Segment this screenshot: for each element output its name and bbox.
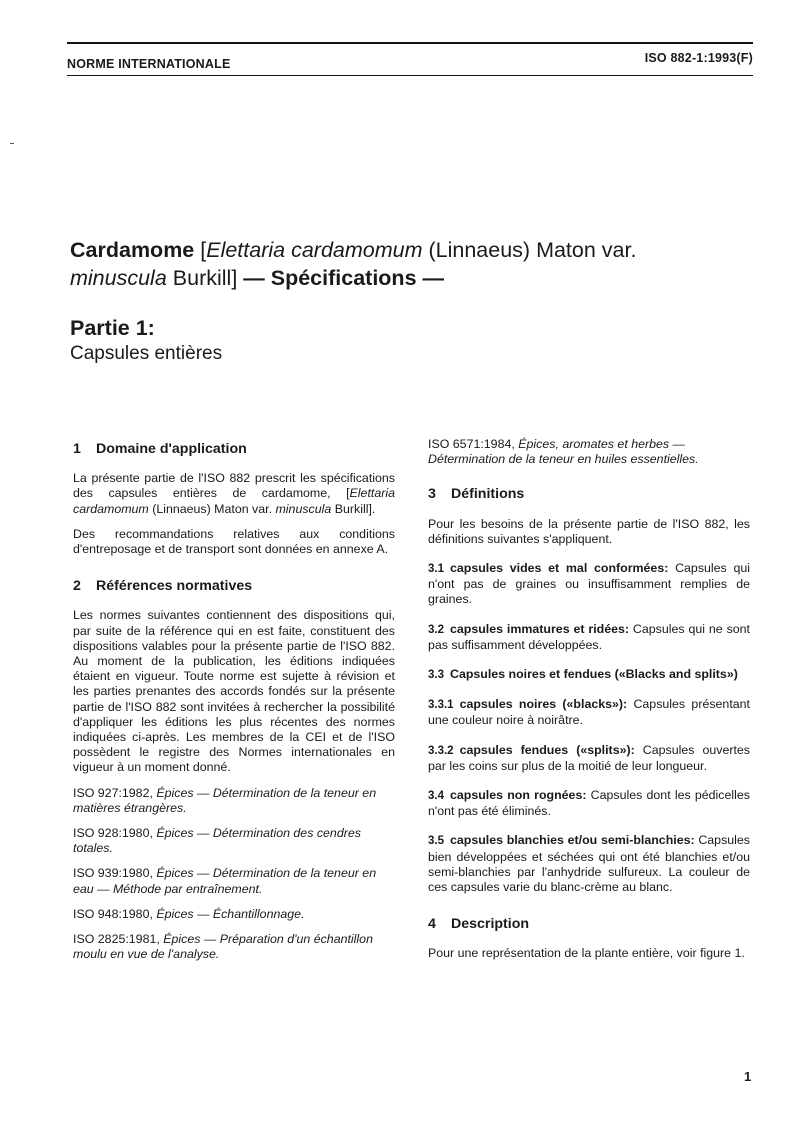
section-1-number: 1 (73, 441, 81, 457)
definition-item (428, 743, 750, 774)
section-3-title: Définitions (451, 486, 525, 503)
definition-text: Capsules présentant une couleur noire à noirâtre. (428, 697, 750, 728)
reference-item (73, 866, 395, 896)
definition-number: 3.3.2 (428, 744, 454, 757)
section-3-number: 3 (428, 486, 436, 503)
title-burkill: Burkill] (172, 266, 238, 290)
section-4-heading (428, 917, 750, 932)
ref-title: Épices — Détermination de la teneur en eau — Méthode par entraînement. (73, 866, 377, 896)
margin-mark (10, 143, 14, 144)
section-1-paragraph-1 (73, 471, 395, 517)
section-1-heading (73, 442, 395, 457)
title-species: Elettaria cardamomum (206, 238, 423, 262)
section-1-title: Domaine d'application (96, 441, 247, 457)
definition-item (428, 697, 750, 728)
definition-text: Capsules qui ne sont pas suffisamment développées. (428, 621, 750, 652)
section-2-paragraph: Les normes suivantes contiennent des dispositions qui, par suite de la référence qui en est faite, constituent des dispositions valables pour la présente partie de l'ISO 882. Au moment de la publication, les éditions indiquées étaient en vigueur. Toute norme est sujette à révision et les parties prenantes des accords fondés sur la présente partie de l'ISO 882 sont invitées à rechercher la possibilité d'appliquer les éditions les plus récentes des normes indiquées ci-après. Les membres de la CEI et de l'ISO possèdent le registre des Normes internationales en vigueur à un moment donné. (73, 608, 395, 775)
definition-number: 3.2 (428, 623, 444, 636)
section-2-heading (73, 579, 395, 594)
definition-term: capsules vides et mal conformées: (450, 561, 669, 576)
document-title (70, 236, 710, 292)
title-variety: minuscula (70, 266, 167, 290)
reference-item (73, 932, 395, 962)
left-column (73, 442, 395, 972)
title-line-2 (70, 264, 710, 292)
ref-title: Épices — Préparation d'un échantillon moulu en vue de l'analyse. (73, 932, 373, 962)
definition-term: capsules blanchies et/ou semi-blanchies: (450, 833, 695, 848)
definition-term: Capsules noires et fendues («Blacks and splits») (450, 667, 738, 682)
title-line-1 (70, 236, 710, 264)
s1p1-c: Burkill]. (331, 501, 376, 516)
ref-code: ISO 927:1982, (73, 785, 153, 800)
ref-code: ISO 939:1980, (73, 866, 153, 881)
definition-item (428, 788, 750, 819)
title-cardamome: Cardamome (70, 238, 195, 262)
definition-term: capsules fendues («splits»): (459, 742, 635, 757)
top-rule (67, 42, 753, 44)
s1p1-b: (Linnaeus) Maton var. (148, 501, 276, 516)
ref-title: Épices, aromates et herbes — Détermination de la teneur en huiles essentielles. (428, 437, 699, 467)
definition-term: capsules non rognées: (450, 788, 587, 803)
section-4-number: 4 (428, 916, 436, 933)
reference-item (73, 907, 395, 922)
right-column (428, 437, 750, 972)
ref-code: ISO 2825:1981, (73, 932, 160, 947)
definition-term: capsules noires («blacks»): (459, 697, 628, 712)
definition-item (428, 833, 750, 895)
ref-code: ISO 928:1980, (73, 826, 153, 841)
definition-number: 3.4 (428, 790, 444, 803)
ref-title: Épices — Échantillonnage. (156, 906, 305, 921)
definition-number: 3.3.1 (428, 699, 454, 712)
definition-item (428, 667, 750, 683)
definition-item (428, 561, 750, 608)
section-1-paragraph-2: Des recommandations relatives aux conditions d'entreposage et de transport sont données en annexe A. (73, 526, 395, 557)
definition-text: Capsules qui n'ont pas de graines ou insuffisamment remplies de graines. (428, 561, 750, 607)
part-subtitle: Capsules entières (70, 343, 223, 364)
header-right: ISO 882-1:1993(F) (644, 51, 753, 65)
s1p1-italic-species: Elettaria cardamomum (73, 486, 395, 516)
s1p1-italic-variety: minuscula (275, 501, 332, 516)
definition-text: Capsules ouvertes par les coins sur plus de la moitié de leur longueur. (428, 742, 750, 773)
section-3-heading (428, 487, 750, 502)
ref-code: ISO 948:1980, (73, 906, 153, 921)
definition-number: 3.1 (428, 563, 444, 576)
ref-code: ISO 6571:1984, (428, 437, 515, 451)
definition-term: capsules immatures et ridées: (450, 621, 630, 636)
section-4-title: Description (451, 916, 530, 933)
header-left: NORME INTERNATIONALE (67, 57, 231, 71)
section-2-title: Références normatives (96, 578, 253, 595)
definition-number: 3.5 (428, 835, 444, 848)
title-author: (Linnaeus) Maton var. (428, 238, 637, 262)
s1p1-a: La présente partie de l'ISO 882 prescrit les spécifications des capsules entières de cardamome, [ (73, 471, 395, 501)
section-2-number: 2 (73, 578, 81, 595)
reference-item (428, 437, 750, 467)
definition-item (428, 622, 750, 653)
reference-item (73, 826, 395, 856)
definition-text: Capsules dont les pédicelles n'ont pas été éliminés. (428, 788, 750, 819)
title-specifications: — Spécifications — (243, 266, 444, 290)
ref-title: Épices — Détermination de la teneur en matières étrangères. (73, 785, 377, 815)
definition-number: 3.3 (428, 669, 444, 682)
header-rule (67, 75, 753, 76)
part-label: Partie 1: (70, 316, 155, 340)
title-bracket: [ (200, 238, 207, 262)
section-3-intro: Pour les besoins de la présente partie de l'ISO 882, les définitions suivantes s'appliquent. (428, 516, 750, 546)
ref-title: Épices — Détermination des cendres totales. (73, 826, 361, 856)
definition-text: Capsules bien développées et séchées qui ont été blanchies et/ou semi-blanchies par l'anhydride sulfureux. La couleur de ces capsules varie du blanc-crème au blanc. (428, 833, 750, 895)
section-4-paragraph: Pour une représentation de la plante entière, voir figure 1. (428, 946, 745, 961)
reference-item (73, 786, 395, 816)
page-number: 1 (744, 1069, 752, 1084)
